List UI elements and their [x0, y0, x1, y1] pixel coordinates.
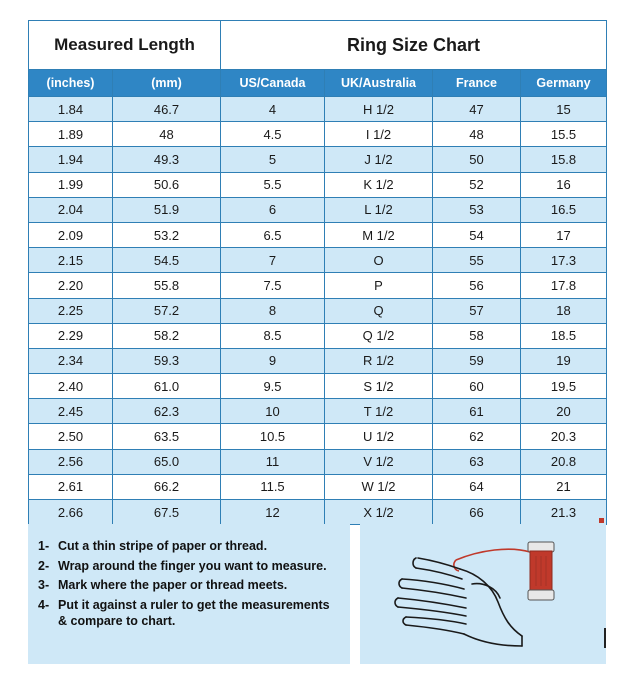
cell-france: 54: [433, 222, 521, 247]
table-row: [29, 97, 607, 122]
list-item: [38, 577, 340, 594]
cell-us: 6: [221, 197, 325, 222]
cell-mm: 63.5: [113, 424, 221, 449]
instruction-text: Put it against a ruler to get the measurements & compare to chart.: [58, 597, 330, 628]
instruction-number: 3-: [38, 578, 50, 592]
cell-uk: M 1/2: [325, 222, 433, 247]
column-header-france: France: [433, 70, 521, 97]
table-row: [29, 248, 607, 273]
cell-uk: R 1/2: [325, 348, 433, 373]
cell-uk: P: [325, 273, 433, 298]
cell-france: 62: [433, 424, 521, 449]
cell-inches: 1.84: [29, 97, 113, 122]
table-row: [29, 424, 607, 449]
table-row: [29, 323, 607, 348]
cell-us: 4.5: [221, 122, 325, 147]
cell-france: 52: [433, 172, 521, 197]
cell-mm: 58.2: [113, 323, 221, 348]
cell-germany: 20.8: [521, 449, 607, 474]
cell-uk: Q: [325, 298, 433, 323]
cell-uk: J 1/2: [325, 147, 433, 172]
cell-inches: 2.09: [29, 222, 113, 247]
cell-germany: 18.5: [521, 323, 607, 348]
cell-uk: Q 1/2: [325, 323, 433, 348]
cell-france: 66: [433, 500, 521, 525]
cell-us: 5: [221, 147, 325, 172]
cell-inches: 2.40: [29, 374, 113, 399]
cell-us: 11.5: [221, 474, 325, 499]
cell-us: 12: [221, 500, 325, 525]
cell-us: 10.5: [221, 424, 325, 449]
cell-mm: 49.3: [113, 147, 221, 172]
cell-mm: 46.7: [113, 97, 221, 122]
cell-us: 4: [221, 97, 325, 122]
instructions-list: [28, 524, 350, 630]
list-item: [38, 597, 340, 630]
table-row: [29, 273, 607, 298]
cell-mm: 59.3: [113, 348, 221, 373]
cell-uk: V 1/2: [325, 449, 433, 474]
cell-france: 63: [433, 449, 521, 474]
cell-mm: 51.9: [113, 197, 221, 222]
cell-germany: 20: [521, 399, 607, 424]
cell-france: 55: [433, 248, 521, 273]
instruction-text: Mark where the paper or thread meets.: [58, 578, 288, 592]
cell-germany: 19: [521, 348, 607, 373]
cell-inches: 2.56: [29, 449, 113, 474]
instruction-text: Wrap around the finger you want to measure.: [58, 558, 327, 573]
cell-us: 5.5: [221, 172, 325, 197]
cell-us: 7.5: [221, 273, 325, 298]
cell-inches: 2.45: [29, 399, 113, 424]
cell-us: 8: [221, 298, 325, 323]
cell-germany: 17: [521, 222, 607, 247]
cell-us: 11: [221, 449, 325, 474]
cell-france: 57: [433, 298, 521, 323]
ring-size-table: [28, 20, 607, 525]
cell-mm: 48: [113, 122, 221, 147]
cell-mm: 65.0: [113, 449, 221, 474]
column-header-mm: (mm): [113, 70, 221, 97]
cell-france: 59: [433, 348, 521, 373]
cell-mm: 50.6: [113, 172, 221, 197]
cell-uk: X 1/2: [325, 500, 433, 525]
bottom-section: [28, 524, 606, 664]
cell-us: 8.5: [221, 323, 325, 348]
cell-uk: S 1/2: [325, 374, 433, 399]
instruction-number: 2-: [38, 558, 50, 573]
cell-inches: 2.61: [29, 474, 113, 499]
column-header-germany: Germany: [521, 70, 607, 97]
cell-inches: 2.66: [29, 500, 113, 525]
cell-germany: 20.3: [521, 424, 607, 449]
cell-inches: 1.94: [29, 147, 113, 172]
measured-length-title: Measured Length: [29, 21, 221, 70]
cell-us: 7: [221, 248, 325, 273]
table-row: [29, 449, 607, 474]
cell-inches: 2.50: [29, 424, 113, 449]
cell-germany: 21: [521, 474, 607, 499]
cell-france: 47: [433, 97, 521, 122]
cell-us: 10: [221, 399, 325, 424]
cell-mm: 61.0: [113, 374, 221, 399]
table-row: [29, 298, 607, 323]
ring-size-table-container: [28, 20, 606, 525]
cell-france: 56: [433, 273, 521, 298]
table-body: [29, 21, 607, 525]
cell-uk: H 1/2: [325, 97, 433, 122]
cell-uk: T 1/2: [325, 399, 433, 424]
cell-uk: U 1/2: [325, 424, 433, 449]
cell-germany: 21.3: [521, 500, 607, 525]
instruction-number: 1-: [38, 539, 50, 553]
table-row: [29, 399, 607, 424]
cell-germany: 16.5: [521, 197, 607, 222]
cell-inches: 2.34: [29, 348, 113, 373]
cell-mm: 55.8: [113, 273, 221, 298]
cell-inches: 2.25: [29, 298, 113, 323]
cell-mm: 57.2: [113, 298, 221, 323]
title-row: [29, 21, 607, 70]
hand-with-thread-illustration: [360, 524, 606, 664]
instruction-text: Cut a thin stripe of paper or thread.: [58, 539, 268, 553]
cell-germany: 15.5: [521, 122, 607, 147]
cell-us: 9: [221, 348, 325, 373]
table-row: [29, 122, 607, 147]
ring-size-chart-title: Ring Size Chart: [221, 21, 607, 70]
cell-mm: 54.5: [113, 248, 221, 273]
column-header-us-canada: US/Canada: [221, 70, 325, 97]
cell-france: 61: [433, 399, 521, 424]
instructions-panel: [28, 524, 350, 664]
cell-france: 64: [433, 474, 521, 499]
cell-uk: L 1/2: [325, 197, 433, 222]
cell-france: 50: [433, 147, 521, 172]
table-row: [29, 197, 607, 222]
instruction-number: 4-: [38, 597, 50, 612]
cell-uk: W 1/2: [325, 474, 433, 499]
column-header-inches: (inches): [29, 70, 113, 97]
table-row: [29, 348, 607, 373]
cell-germany: 15.8: [521, 147, 607, 172]
cell-germany: 19.5: [521, 374, 607, 399]
table-header-row: [29, 70, 607, 97]
cell-mm: 53.2: [113, 222, 221, 247]
list-item: [38, 538, 340, 555]
red-corner-mark: [599, 518, 604, 523]
table-row: [29, 222, 607, 247]
cell-france: 48: [433, 122, 521, 147]
cell-mm: 62.3: [113, 399, 221, 424]
cell-germany: 16: [521, 172, 607, 197]
cell-germany: 15: [521, 97, 607, 122]
column-header-uk-australia: UK/Australia: [325, 70, 433, 97]
cell-us: 6.5: [221, 222, 325, 247]
cell-germany: 17.8: [521, 273, 607, 298]
cell-france: 53: [433, 197, 521, 222]
cell-inches: 2.20: [29, 273, 113, 298]
list-item: [38, 558, 340, 575]
cell-inches: 2.29: [29, 323, 113, 348]
table-row: [29, 500, 607, 525]
hand-and-spool-icon: [360, 524, 606, 664]
cell-inches: 2.15: [29, 248, 113, 273]
cell-germany: 17.3: [521, 248, 607, 273]
cell-inches: 1.89: [29, 122, 113, 147]
cell-france: 58: [433, 323, 521, 348]
cell-uk: K 1/2: [325, 172, 433, 197]
page-edge-mark: [604, 628, 606, 648]
table-row: [29, 374, 607, 399]
table-row: [29, 172, 607, 197]
cell-inches: 2.04: [29, 197, 113, 222]
cell-inches: 1.99: [29, 172, 113, 197]
table-row: [29, 474, 607, 499]
cell-mm: 66.2: [113, 474, 221, 499]
cell-uk: I 1/2: [325, 122, 433, 147]
cell-germany: 18: [521, 298, 607, 323]
cell-uk: O: [325, 248, 433, 273]
cell-france: 60: [433, 374, 521, 399]
table-row: [29, 147, 607, 172]
cell-us: 9.5: [221, 374, 325, 399]
cell-mm: 67.5: [113, 500, 221, 525]
